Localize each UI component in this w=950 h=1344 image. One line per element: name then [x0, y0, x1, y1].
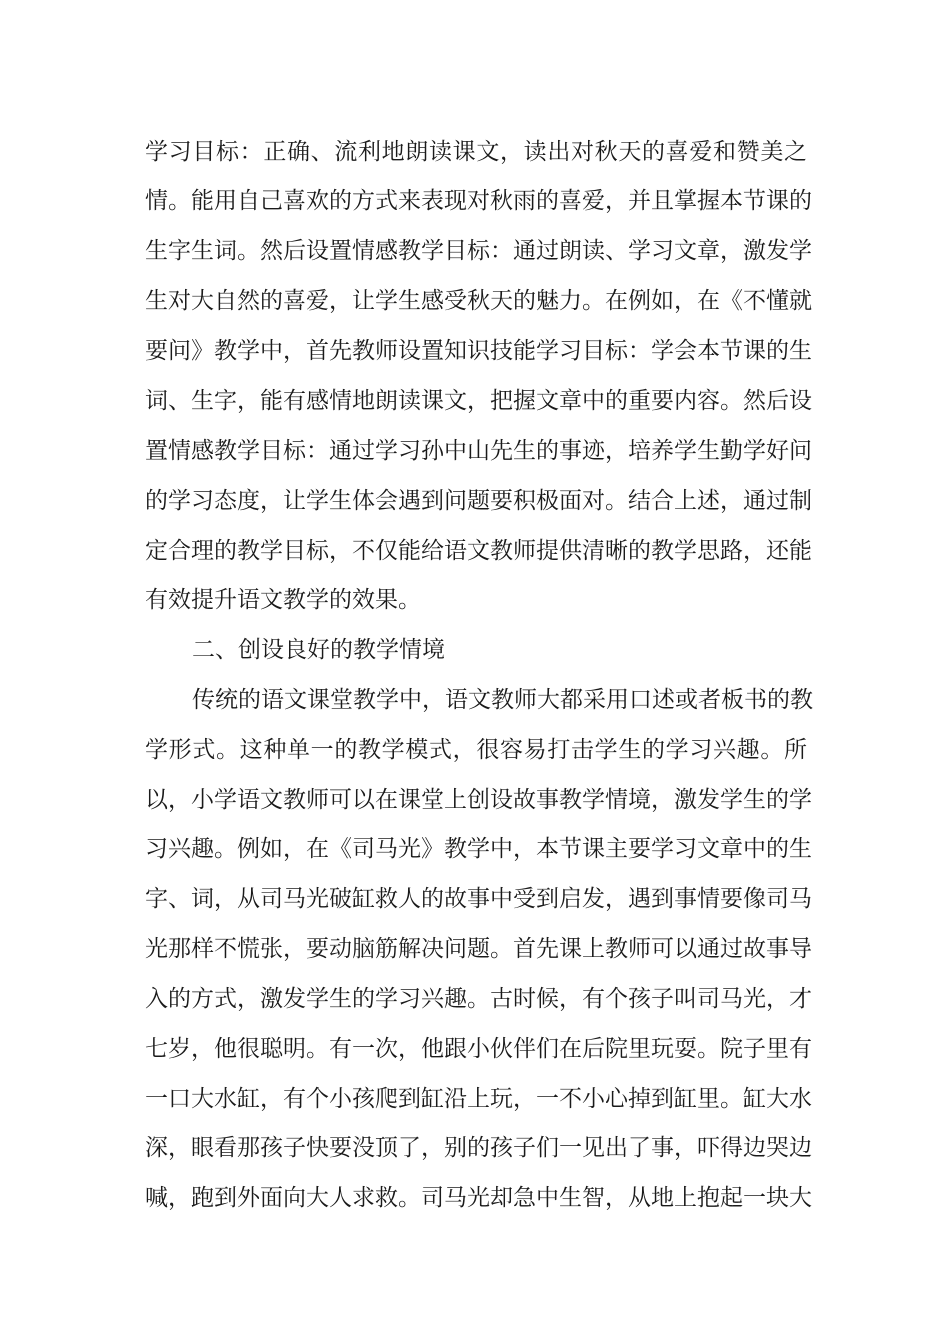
paragraph-line: 传统的语文课堂教学中，语文教师大都采用口述或者板书的教	[192, 687, 813, 713]
paragraph-line: 以，小学语文教师可以在课堂上创设故事教学情境，激发学生的学	[145, 787, 812, 813]
paragraph-line: 光那样不慌张，要动脑筋解决问题。首先课上教师可以通过故事导	[145, 936, 812, 962]
paragraph-line: 词、生字，能有感情地朗读课文，把握文章中的重要内容。然后设	[145, 388, 812, 414]
paragraph-line: 深，眼看那孩子快要没顶了，别的孩子们一见出了事，吓得边哭边	[145, 1135, 812, 1161]
paragraph-line: 的学习态度，让学生体会遇到问题要积极面对。结合上述，通过制	[145, 488, 812, 514]
paragraph-line: 要问》教学中，首先教师设置知识技能学习目标：学会本节课的生	[145, 338, 812, 364]
paragraph-line: 字、词，从司马光破缸救人的故事中受到启发，遇到事情要像司马	[145, 886, 812, 912]
paragraph-line: 喊，跑到外面向大人求救。司马光却急中生智，从地上抱起一块大	[145, 1185, 812, 1211]
paragraph-line: 入的方式，激发学生的学习兴趣。古时候，有个孩子叫司马光，才	[145, 986, 812, 1012]
paragraph-line: 学习目标：正确、流利地朗读课文，读出对秋天的喜爱和赞美之	[145, 139, 807, 165]
paragraph-line: 七岁，他很聪明。有一次，他跟小伙伴们在后院里玩耍。院子里有	[145, 1036, 812, 1062]
paragraph-line: 生对大自然的喜爱，让学生感受秋天的魅力。在例如，在《不懂就	[145, 288, 812, 314]
paragraph-line: 置情感教学目标：通过学习孙中山先生的事迹，培养学生勤学好问	[145, 438, 812, 464]
paragraph-line: 一口大水缸，有个小孩爬到缸沿上玩，一不小心掉到缸里。缸大水	[145, 1086, 812, 1112]
paragraph-line: 定合理的教学目标，不仅能给语文教师提供清晰的教学思路，还能	[145, 538, 812, 564]
paragraph-line: 情。能用自己喜欢的方式来表现对秋雨的喜爱，并且掌握本节课的	[145, 188, 812, 214]
paragraph-line: 有效提升语文教学的效果。	[145, 587, 421, 613]
paragraph-line: 学形式。这种单一的教学模式，很容易打击学生的学习兴趣。所	[145, 737, 807, 763]
section-heading: 二、创设良好的教学情境	[192, 637, 445, 663]
paragraph-line: 习兴趣。例如，在《司马光》教学中，本节课主要学习文章中的生	[145, 836, 812, 862]
paragraph-line: 生字生词。然后设置情感教学目标：通过朗读、学习文章，激发学	[145, 238, 812, 264]
